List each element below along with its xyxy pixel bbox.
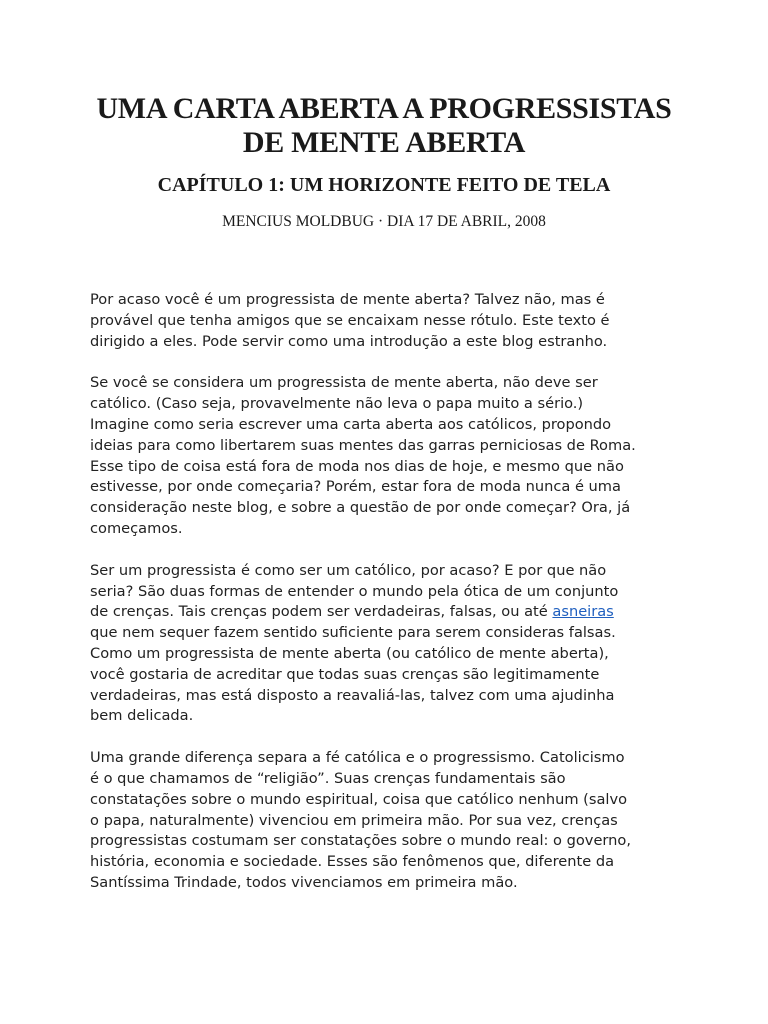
paragraph-line: é o que chamamos de “religião”. Suas crenças fundamentais são xyxy=(90,769,566,787)
paragraph-line: Imagine como seria escrever uma carta aberta aos católicos, propondo xyxy=(90,415,612,433)
paragraph-line: bem delicada. xyxy=(90,707,194,725)
asneiras-link[interactable]: asneiras xyxy=(552,603,614,621)
title-line-2: DE MENTE ABERTA xyxy=(242,126,526,159)
paragraph-line: Esse tipo de coisa está fora de moda nos dias de hoje, e mesmo que não xyxy=(90,457,624,475)
paragraph-line: Por acaso você é um progressista de mente aberta? Talvez não, mas é xyxy=(90,291,605,308)
paragraph-line: estivesse, por onde começaria? Porém, estar fora de moda nunca é uma xyxy=(90,478,621,496)
paragraph-line: história, economia e sociedade. Esses são fenômenos que, diferente da xyxy=(90,853,615,871)
chapter-heading: CAPÍTULO 1: UM HORIZONTE FEITO DE TELA xyxy=(157,174,611,196)
paragraph-line: Santíssima Trindade, todos vivenciamos em primeira mão. xyxy=(90,873,518,891)
paragraph-3 xyxy=(90,561,690,727)
paragraph-line: Se você se considera um progressista de mente aberta, não deve ser xyxy=(90,374,598,392)
document-title xyxy=(40,92,728,160)
paragraph-1 xyxy=(90,290,690,352)
paragraph-line: começamos. xyxy=(90,519,183,537)
paragraph-line: católico. (Caso seja, provavelmente não leva o papa muito a sério.) xyxy=(90,395,584,413)
paragraph-line-with-link xyxy=(90,602,690,623)
article-body xyxy=(90,290,690,915)
paragraph-line: que nem sequer fazem sentido suficiente para serem consideras falsas. xyxy=(90,624,616,642)
paragraph-line: dirigido a eles. Pode servir como uma introdução a este blog estranho. xyxy=(90,332,608,350)
paragraph-line: seria? São duas formas de entender o mundo pela ótica de um conjunto xyxy=(90,582,619,600)
paragraph-line: você gostaria de acreditar que todas suas crenças são legitimamente xyxy=(90,665,600,683)
paragraph-line: constatações sobre o mundo espiritual, coisa que católico nenhum (salvo xyxy=(90,790,628,808)
paragraph-line: o papa, naturalmente) vivenciou em primeira mão. Por sua vez, crenças xyxy=(90,811,618,829)
paragraph-line: Uma grande diferença separa a fé católica e o progressismo. Catolicismo xyxy=(90,749,625,767)
paragraph-line: verdadeiras, mas está disposto a reavaliá-las, talvez com uma ajudinha xyxy=(90,686,615,704)
paragraph-line: Ser um progressista é como ser um católico, por acaso? E por que não xyxy=(90,561,607,579)
author-date-byline: MENCIUS MOLDBUG · DIA 17 DE ABRIL, 2008 xyxy=(222,213,546,230)
link-line-prefix: de crenças. Tais crenças podem ser verdadeiras, falsas, ou até xyxy=(90,603,553,621)
paragraph-2 xyxy=(90,373,690,539)
paragraph-line: ideias para como libertarem suas mentes das garras perniciosas de Roma. xyxy=(90,436,636,454)
paragraph-line: progressistas costumam ser constatações sobre o mundo real: o governo, xyxy=(90,832,631,850)
paragraph-line: provável que tenha amigos que se encaixam nesse rótulo. Este texto é xyxy=(90,311,610,329)
paragraph-line: Como um progressista de mente aberta (ou católico de mente aberta), xyxy=(90,644,609,662)
title-line-1: UMA CARTA ABERTA A PROGRESSISTAS xyxy=(96,92,672,125)
paragraph-line: consideração neste blog, e sobre a questão de por onde começar? Ora, já xyxy=(90,499,631,517)
paragraph-4 xyxy=(90,748,690,894)
